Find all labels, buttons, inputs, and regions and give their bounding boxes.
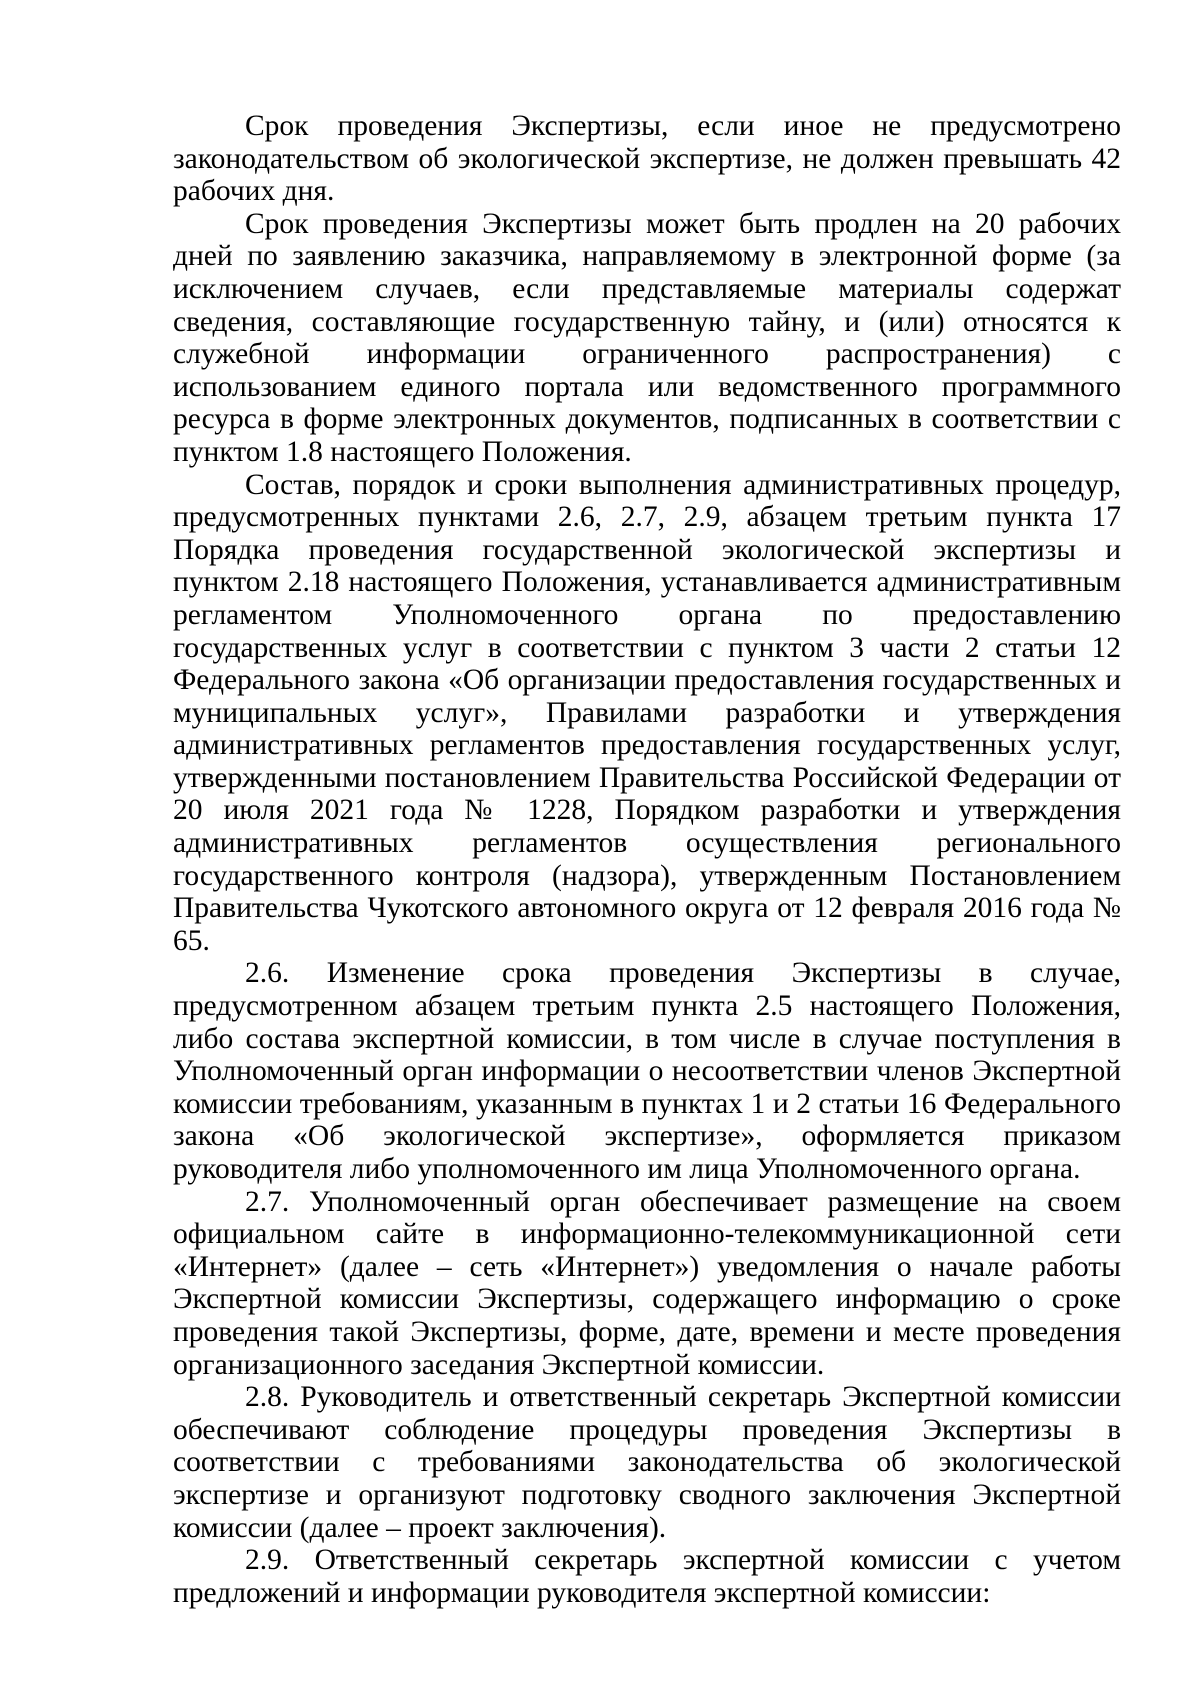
document-body — [173, 110, 1121, 1609]
paragraph-2-8: 2.8. Руководитель и ответственный секретарь Экспертной комиссии обеспечивают соблюдение процедуры проведения Экспертизы в соответствии с требованиями законодательства об экологической экспертизе и организуют подготовку сводного заключения Экспертной комиссии (далее – проект заключения). — [173, 1381, 1121, 1544]
paragraph-term-extension: Срок проведения Экспертизы может быть продлен на 20 рабочих дней по заявлению заказчика, направляемому в электронной форме (за исключением случаев, если представляемые материалы содержат сведения, составляющие государственную тайну, и (или) относятся к служебной информации ограниченного распространения) с использованием единого портала или ведомственного программного ресурса в форме электронных документов, подписанных в соответствии с пунктом 1.8 настоящего Положения. — [173, 207, 1121, 468]
paragraph-expertise-term: Срок проведения Экспертизы, если иное не предусмотрено законодательством об экологической экспертизе, не должен превышать 42 рабочих дня. — [173, 110, 1121, 208]
paragraph-2-7: 2.7. Уполномоченный орган обеспечивает размещение на своем официальном сайте в информационно-телекоммуникационной сети «Интернет» (далее – сеть «Интернет») уведомления о начале работы Экспертной комиссии Экспертизы, содержащего информацию о сроке проведения такой Экспертизы, форме, дате, времени и месте проведения организационного заседания Экспертной комиссии. — [173, 1185, 1121, 1381]
paragraph-administrative-procedures: Состав, порядок и сроки выполнения административных процедур, предусмотренных пунктами 2.6, 2.7, 2.9, абзацем третьим пункта 17 Порядка проведения государственной экологической экспертизы и пунктом 2.18 настоящего Положения, устанавливается административным регламентом Уполномоченного органа по предоставлению государственных услуг в соответствии с пунктом 3 части 2 статьи 12 Федерального закона «Об организации предоставления государственных и муниципальных услуг», Правилами разработки и утверждения административных регламентов предоставления государственных услуг, утвержденными постановлением Правительства Российской Федерации от 20 июля 2021 года № 1228, Порядком разработки и утверждения административных регламентов осуществления регионального государственного контроля (надзора), утвержденным Постановлением Правительства Чукотского автономного округа от 12 февраля 2016 года № 65. — [173, 468, 1121, 957]
paragraph-2-6: 2.6. Изменение срока проведения Экспертизы в случае, предусмотренном абзацем третьим пункта 2.5 настоящего Положения, либо состава экспертной комиссии, в том числе в случае поступления в Уполномоченный орган информации о несоответствии членов Экспертной комиссии требованиям, указанным в пунктах 1 и 2 статьи 16 Федерального закона «Об экологической экспертизе», оформляется приказом руководителя либо уполномоченного им лица Уполномоченного органа. — [173, 957, 1121, 1185]
paragraph-2-9: 2.9. Ответственный секретарь экспертной комиссии с учетом предложений и информации руководителя экспертной комиссии: — [173, 1544, 1121, 1609]
